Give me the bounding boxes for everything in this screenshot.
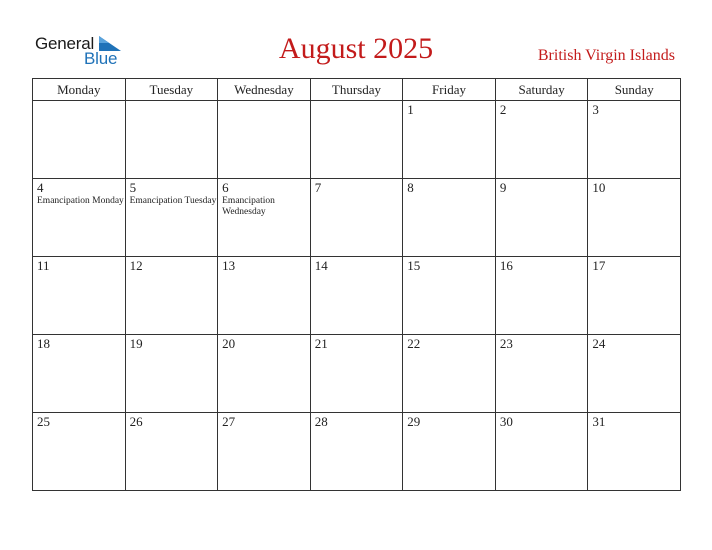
holiday-label bbox=[33, 429, 125, 430]
holiday-label bbox=[496, 351, 588, 352]
calendar-grid bbox=[32, 78, 681, 491]
logo-text-general: General bbox=[35, 34, 95, 53]
holiday-label: Emancipation Tuesday bbox=[129, 196, 217, 206]
holiday-label bbox=[311, 351, 403, 352]
day-number: 14 bbox=[314, 258, 328, 273]
day-number: 23 bbox=[499, 336, 513, 351]
holiday-label bbox=[218, 429, 310, 430]
day-cell bbox=[588, 413, 681, 491]
holiday-label bbox=[311, 195, 403, 196]
holiday-label bbox=[126, 351, 218, 352]
holiday-label bbox=[496, 273, 588, 274]
day-number: 24 bbox=[592, 336, 606, 351]
day-number: 10 bbox=[592, 180, 606, 195]
holiday-label bbox=[311, 429, 403, 430]
holiday-label bbox=[218, 273, 310, 274]
day-cell bbox=[495, 335, 588, 413]
day-cell bbox=[218, 179, 311, 257]
holiday-label bbox=[33, 273, 125, 274]
holiday-label bbox=[126, 103, 218, 104]
day-cell bbox=[33, 335, 126, 413]
week-row bbox=[33, 257, 681, 335]
day-number: 16 bbox=[499, 258, 513, 273]
day-cell bbox=[33, 413, 126, 491]
holiday-label bbox=[218, 103, 310, 104]
day-cell bbox=[495, 101, 588, 179]
week-row bbox=[33, 413, 681, 491]
logo-text-blue: Blue bbox=[84, 49, 118, 68]
day-number: 28 bbox=[314, 414, 328, 429]
holiday-label bbox=[218, 351, 310, 352]
calendar-title: August 2025 bbox=[278, 32, 434, 65]
weekday-header-row bbox=[33, 79, 681, 101]
weekday-header: Saturday bbox=[495, 79, 588, 101]
day-cell bbox=[33, 179, 126, 257]
holiday-label bbox=[403, 117, 495, 118]
holiday-label bbox=[403, 351, 495, 352]
day-number: 4 bbox=[37, 180, 44, 195]
day-cell bbox=[125, 335, 218, 413]
day-cell bbox=[125, 179, 218, 257]
holiday-label bbox=[33, 351, 125, 352]
day-cell bbox=[218, 335, 311, 413]
holiday-label bbox=[496, 195, 588, 196]
day-cell bbox=[125, 257, 218, 335]
day-cell bbox=[403, 257, 496, 335]
day-number: 19 bbox=[129, 336, 143, 351]
day-number: 2 bbox=[499, 102, 507, 117]
day-cell bbox=[588, 101, 681, 179]
day-cell bbox=[403, 179, 496, 257]
day-number: 6 bbox=[222, 180, 229, 195]
day-cell bbox=[218, 413, 311, 491]
weekday-header: Thursday bbox=[310, 79, 403, 101]
day-cell bbox=[495, 179, 588, 257]
day-cell bbox=[33, 101, 126, 179]
day-number: 30 bbox=[499, 414, 513, 429]
day-cell bbox=[403, 413, 496, 491]
holiday-label bbox=[311, 273, 403, 274]
day-cell bbox=[33, 257, 126, 335]
weekday-header: Monday bbox=[33, 79, 126, 101]
day-cell bbox=[218, 101, 311, 179]
day-number: 22 bbox=[407, 336, 421, 351]
day-number: 9 bbox=[499, 180, 507, 195]
day-number: 26 bbox=[129, 414, 143, 429]
day-cell bbox=[403, 335, 496, 413]
day-cell bbox=[588, 179, 681, 257]
holiday-label: Emancipation Monday bbox=[37, 196, 124, 206]
day-cell bbox=[310, 257, 403, 335]
weekday-header: Wednesday bbox=[218, 79, 311, 101]
holiday-label bbox=[496, 117, 588, 118]
holiday-label bbox=[311, 103, 403, 104]
day-cell bbox=[310, 101, 403, 179]
day-number: 12 bbox=[129, 258, 143, 273]
day-number: 11 bbox=[37, 258, 50, 273]
weekday-header: Sunday bbox=[588, 79, 681, 101]
calendar-body bbox=[33, 101, 681, 491]
day-number: 29 bbox=[407, 414, 421, 429]
day-number: 1 bbox=[407, 102, 414, 117]
day-cell bbox=[588, 335, 681, 413]
day-number: 7 bbox=[314, 180, 322, 195]
day-cell bbox=[218, 257, 311, 335]
holiday-label bbox=[403, 429, 495, 430]
holiday-label bbox=[588, 195, 680, 196]
week-row bbox=[33, 179, 681, 257]
day-cell bbox=[588, 257, 681, 335]
day-cell bbox=[125, 101, 218, 179]
holiday-label: Emancipation Wednesday bbox=[222, 196, 275, 217]
week-row bbox=[33, 101, 681, 179]
holiday-label bbox=[496, 429, 588, 430]
day-number: 15 bbox=[407, 258, 421, 273]
holiday-label bbox=[588, 429, 680, 430]
holiday-label bbox=[403, 273, 495, 274]
day-number: 18 bbox=[37, 336, 50, 351]
day-cell bbox=[310, 413, 403, 491]
day-number: 3 bbox=[592, 102, 599, 117]
day-number: 13 bbox=[222, 258, 236, 273]
holiday-label bbox=[588, 351, 680, 352]
holiday-label bbox=[33, 103, 125, 104]
day-cell bbox=[495, 257, 588, 335]
weekday-header: Friday bbox=[403, 79, 496, 101]
country-name: British Virgin Islands bbox=[537, 47, 675, 64]
day-cell bbox=[495, 413, 588, 491]
holiday-label bbox=[126, 429, 218, 430]
holiday-label bbox=[588, 273, 680, 274]
day-cell bbox=[310, 179, 403, 257]
week-row bbox=[33, 335, 681, 413]
holiday-label bbox=[588, 117, 680, 118]
day-number: 20 bbox=[222, 336, 236, 351]
day-number: 8 bbox=[407, 180, 414, 195]
holiday-label bbox=[126, 273, 218, 274]
holiday-label bbox=[403, 195, 495, 196]
day-number: 5 bbox=[129, 180, 137, 195]
day-number: 31 bbox=[592, 414, 606, 429]
weekday-header: Tuesday bbox=[125, 79, 218, 101]
day-number: 25 bbox=[37, 414, 50, 429]
day-cell bbox=[403, 101, 496, 179]
day-cell bbox=[310, 335, 403, 413]
day-number: 21 bbox=[314, 336, 328, 351]
day-cell bbox=[125, 413, 218, 491]
day-number: 17 bbox=[592, 258, 606, 273]
day-number: 27 bbox=[222, 414, 236, 429]
